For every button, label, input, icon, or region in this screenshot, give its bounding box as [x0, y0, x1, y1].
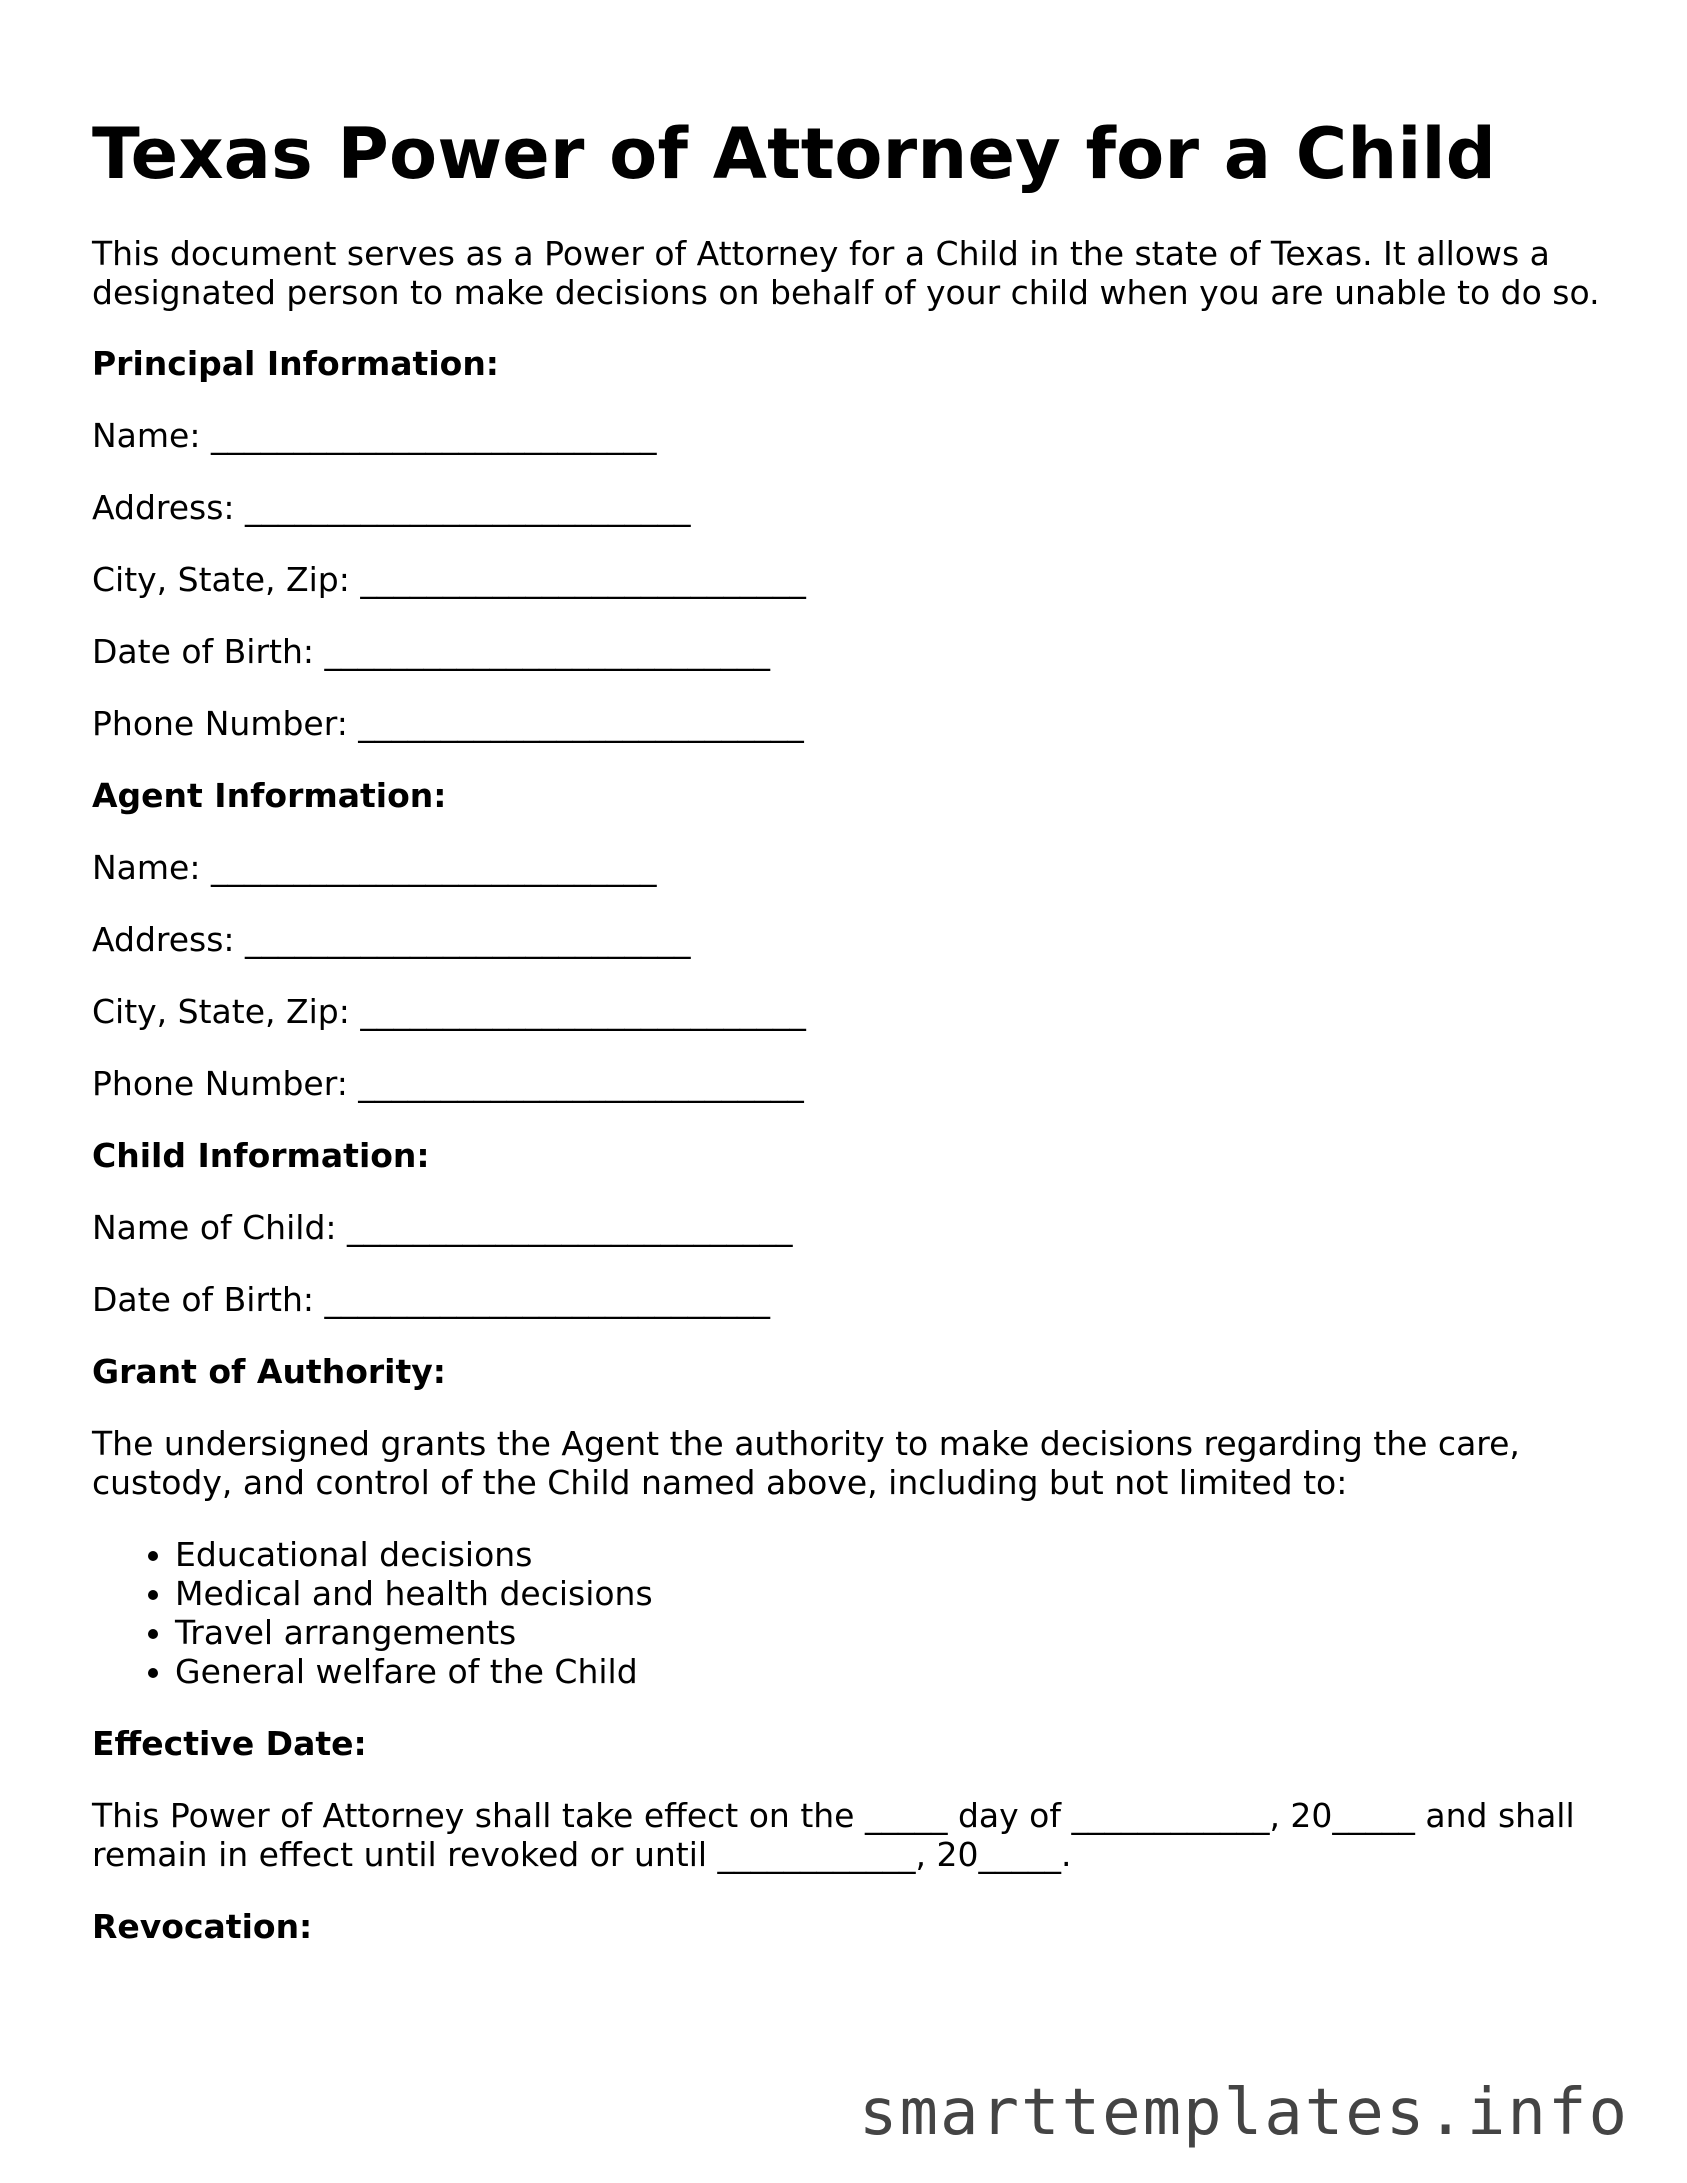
effective-date-paragraph: This Power of Attorney shall take effect on the _____ day of ____________, 20_____ and shall remain in effect until revoked or until ____________, 20_____.	[92, 1796, 1575, 1874]
revocation-heading: Revocation:	[92, 1907, 313, 1946]
principal-name-field: Name: ___________________________	[92, 416, 657, 455]
document-page	[92, 112, 1602, 1979]
child-dob-field: Date of Birth: ___________________________	[92, 1280, 770, 1319]
agent-phone-field: Phone Number: ___________________________	[92, 1064, 804, 1103]
list-item: • Medical and health decisions	[175, 1574, 1602, 1613]
authority-paragraph: The undersigned grants the Agent the authority to make decisions regarding the care, custody, and control of the Child named above, including but not limited to:	[92, 1424, 1520, 1502]
effective-date-heading: Effective Date:	[92, 1724, 367, 1763]
agent-city-state-zip-field: City, State, Zip: ___________________________	[92, 992, 806, 1031]
authority-list	[92, 1535, 1602, 1691]
intro-paragraph: This document serves as a Power of Attorney for a Child in the state of Texas. It allows a designated person to make decisions on behalf of your child when you are unable to do so.	[92, 234, 1600, 312]
list-item: • General welfare of the Child	[175, 1652, 1602, 1691]
agent-address-field: Address: ___________________________	[92, 920, 691, 959]
list-item: • Educational decisions	[175, 1535, 1602, 1574]
watermark: smarttemplates.info	[858, 2076, 1629, 2150]
child-name-field: Name of Child: ___________________________	[92, 1208, 793, 1247]
principal-city-state-zip-field: City, State, Zip: ___________________________	[92, 560, 806, 599]
authority-heading: Grant of Authority:	[92, 1352, 446, 1391]
agent-name-field: Name: ___________________________	[92, 848, 657, 887]
document-title: Texas Power of Attorney for a Child	[92, 113, 1497, 195]
principal-dob-field: Date of Birth: ___________________________	[92, 632, 770, 671]
principal-heading: Principal Information:	[92, 344, 500, 383]
list-item: • Travel arrangements	[175, 1613, 1602, 1652]
principal-phone-field: Phone Number: ___________________________	[92, 704, 804, 743]
agent-heading: Agent Information:	[92, 776, 447, 815]
child-heading: Child Information:	[92, 1136, 430, 1175]
principal-address-field: Address: ___________________________	[92, 488, 691, 527]
